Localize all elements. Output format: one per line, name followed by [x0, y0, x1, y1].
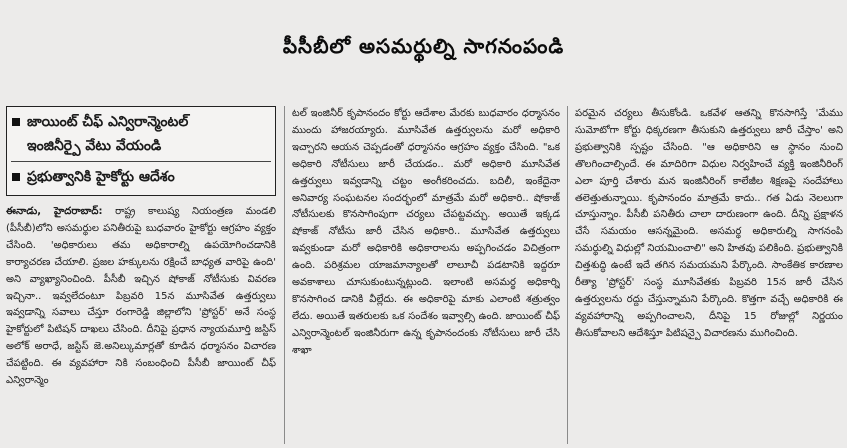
dateline: ఈనాడు, హైదరాబాద్: — [6, 206, 103, 217]
article-column-2 — [292, 106, 560, 446]
subheadline-2-text: ఇంజినీర్పై వేటు వేయండి — [27, 138, 162, 154]
article-column-1 — [6, 106, 276, 446]
subheadline-divider — [11, 161, 271, 162]
square-bullet-icon — [12, 118, 20, 126]
headline: పీసీబీలో అసమర్థుల్ని సాగనంపండి — [282, 33, 565, 58]
article-text-col2: టల్ ఇంజినీర్ కృపానందం కోర్టు ఆదేశాల మేరకు బుధవారం ధర్మాసనం ముందు హాజరయ్యారు. మూసివేత ఉత్తర్వులను మరో అధికారి ఇచ్చారని ఆయన చెప్పడంతో ధర్మాసనం ఆగ్రహం వ్యక్తం చేసింది. "ఒక అధికారి నోటీసులు జారీ చేయడం.. మరో అధికారి మూసివేత ఉత్తర్వులు ఇవ్వడాన్ని చట్టం అంగీకరించదు. బదిలీ, ఇంకేదైనా అనివార్య సంఘటనల సందర్భంలో మాత్రమే మరో అధికారి.. షోకాజ్ నోటీసులకు కొనసాగింపుగా చర్యలు చేపట్టవచ్చు. అయితే ఇక్కడ షోకాజ్ నోటీసు జారీ చేసిన అధికారి.. మూసివేత ఉత్తర్వులు ఇవ్వకుండా మరో అధికారికి అధికారాలను అప్పగించడం విచిత్రంగా ఉంది. పరిశ్రమల యాజమాన్యాలతో లాలూచీ పడటానికి ఇద్దరూ అవకాశాలు చూసుకుంటున్నట్లుంది. ఇలాంటి అసమర్థ అధికార్ని కొనసాగించ డానికి వీల్లేదు. ఈ అధికారిపై మాకు ఎలాంటి శత్రుత్వం లేదు. అయితే ఇతరులకు ఒక సందేశం ఇవ్వాల్సి ఉంది. జాయింట్ చీఫ్ ఎన్విరాన్మెంటల్ ఇంజినీరుగా ఉన్న కృపానందంకు నోటీసులు జారీ చేసి శాఖా — [292, 108, 560, 356]
article-text-col3: పరమైన చర్యలు తీసుకోండి. ఒకవేళ ఆతన్ని కొనసాగిస్తే 'మేము సుమోటోగా కోర్టు ధిక్కరణగా తీసుకుని ఉత్తర్వులు జారీ చేస్తాం' అని ప్రభుత్వానికి స్పష్టం చేసింది. "ఆ అధికారిని ఆ స్థానం నుంచి తొలగించాల్సిందే. ఈ మాదిరిగా విధుల నిర్వహించే వ్యక్తి ఇంజినీరింగ్ ఎలా పూర్తి చేశారు మన ఇంజినీరింగ్ కాలేజీల శిక్షణపై సందేహాలు తలెత్తుతున్నాయి. కృపానందం మాత్రమే కాదు.. గత ఏడు నెలలుగా చూస్తున్నాం. పీసీబీ పనితీరు చాలా దారుణంగా ఉంది. దీన్ని ప్రక్షాళన చేసే సమయం ఆసన్నమైంది. అసమర్థ అధికారుల్ని సాగనంపి సమర్థుల్ని విధుల్లో నియమించాలి" అని హితవు పలికింది. ప్రభుత్వానికి చిత్తశుద్ధి ఉంటే ఇదే తగిన సమయమని పేర్కొంది. సాంకేతిక కారణాల రీత్యా 'ప్రోస్టర్' సంస్థ మూసివేతకు పిబ్రవరి 15న జారీ చేసిన ఉత్తర్వులను రద్దు చేస్తున్నామని పేర్కొంది. కొత్తగా వచ్చే అధికారికి ఈ వ్యవహారాన్ని అప్పగించాలని, దీనిపై 15 రోజుల్లో నిర్ణయం తీసుకోవాలని ఆదేశిస్తూ పిటిషన్పై విచారణను ముగించింది. — [575, 108, 843, 339]
article-column-3 — [575, 106, 843, 446]
subheadline-1-continued — [11, 135, 271, 157]
subheadline-1-text: జాయింట్ చీఫ్ ఎన్విరాన్మెంటల్ — [27, 114, 189, 130]
column-rule — [567, 106, 568, 444]
article-paragraph — [6, 204, 276, 390]
subheadline-1 — [11, 111, 271, 133]
subheadline-box — [6, 106, 276, 196]
square-bullet-icon — [12, 173, 20, 181]
article-text-col1: రాష్ట్ర కాలుష్య నియంత్రణ మండలి (పీసీబీ)లోని అసమర్థుల పనితీరుపై బుధవారం హైకోర్టు ఆగ్రహం వ్యక్తం చేసింది. 'అధికారులు తమ అధికారాల్ని ఉపయోగించడానికి కార్యాచరణ చేయాలి. ప్రజల హక్కులను రక్షించే బాధ్యత వారిపై ఉంది' అని వ్యాఖ్యానించింది. పీసీబీ ఇచ్చిన షోకాజ్ నోటీసుకు వివరణ ఇచ్చినా.. ఇవ్వలేదంటూ పిబ్రవరి 15న మూసివేత ఉత్తర్వులు ఇవ్వడాన్ని సవాలు చేస్తూ రంగారెడ్డి జిల్లాలోని 'ప్రోస్టర్' అనే సంస్థ హైకోర్టులో పిటిషన్ దాఖలు చేసింది. దీనిపై ప్రధాన న్యాయమూర్తి జస్టిస్ అలోక్ అరాధే, జస్టిస్ జె.అనిల్కుమార్లతో కూడిన ధర్మాసనం విచారణ చేపట్టింది. ఈ వ్యవహారా నికి సంబంధించి పీసీబీ జాయింట్ చీఫ్ ఎన్విరాన్మెం — [6, 206, 276, 387]
column-rule — [284, 106, 285, 444]
subheadline-3-text: ప్రభుత్వానికి హైకోర్టు ఆదేశం — [27, 169, 175, 185]
subheadline-2 — [11, 166, 271, 188]
